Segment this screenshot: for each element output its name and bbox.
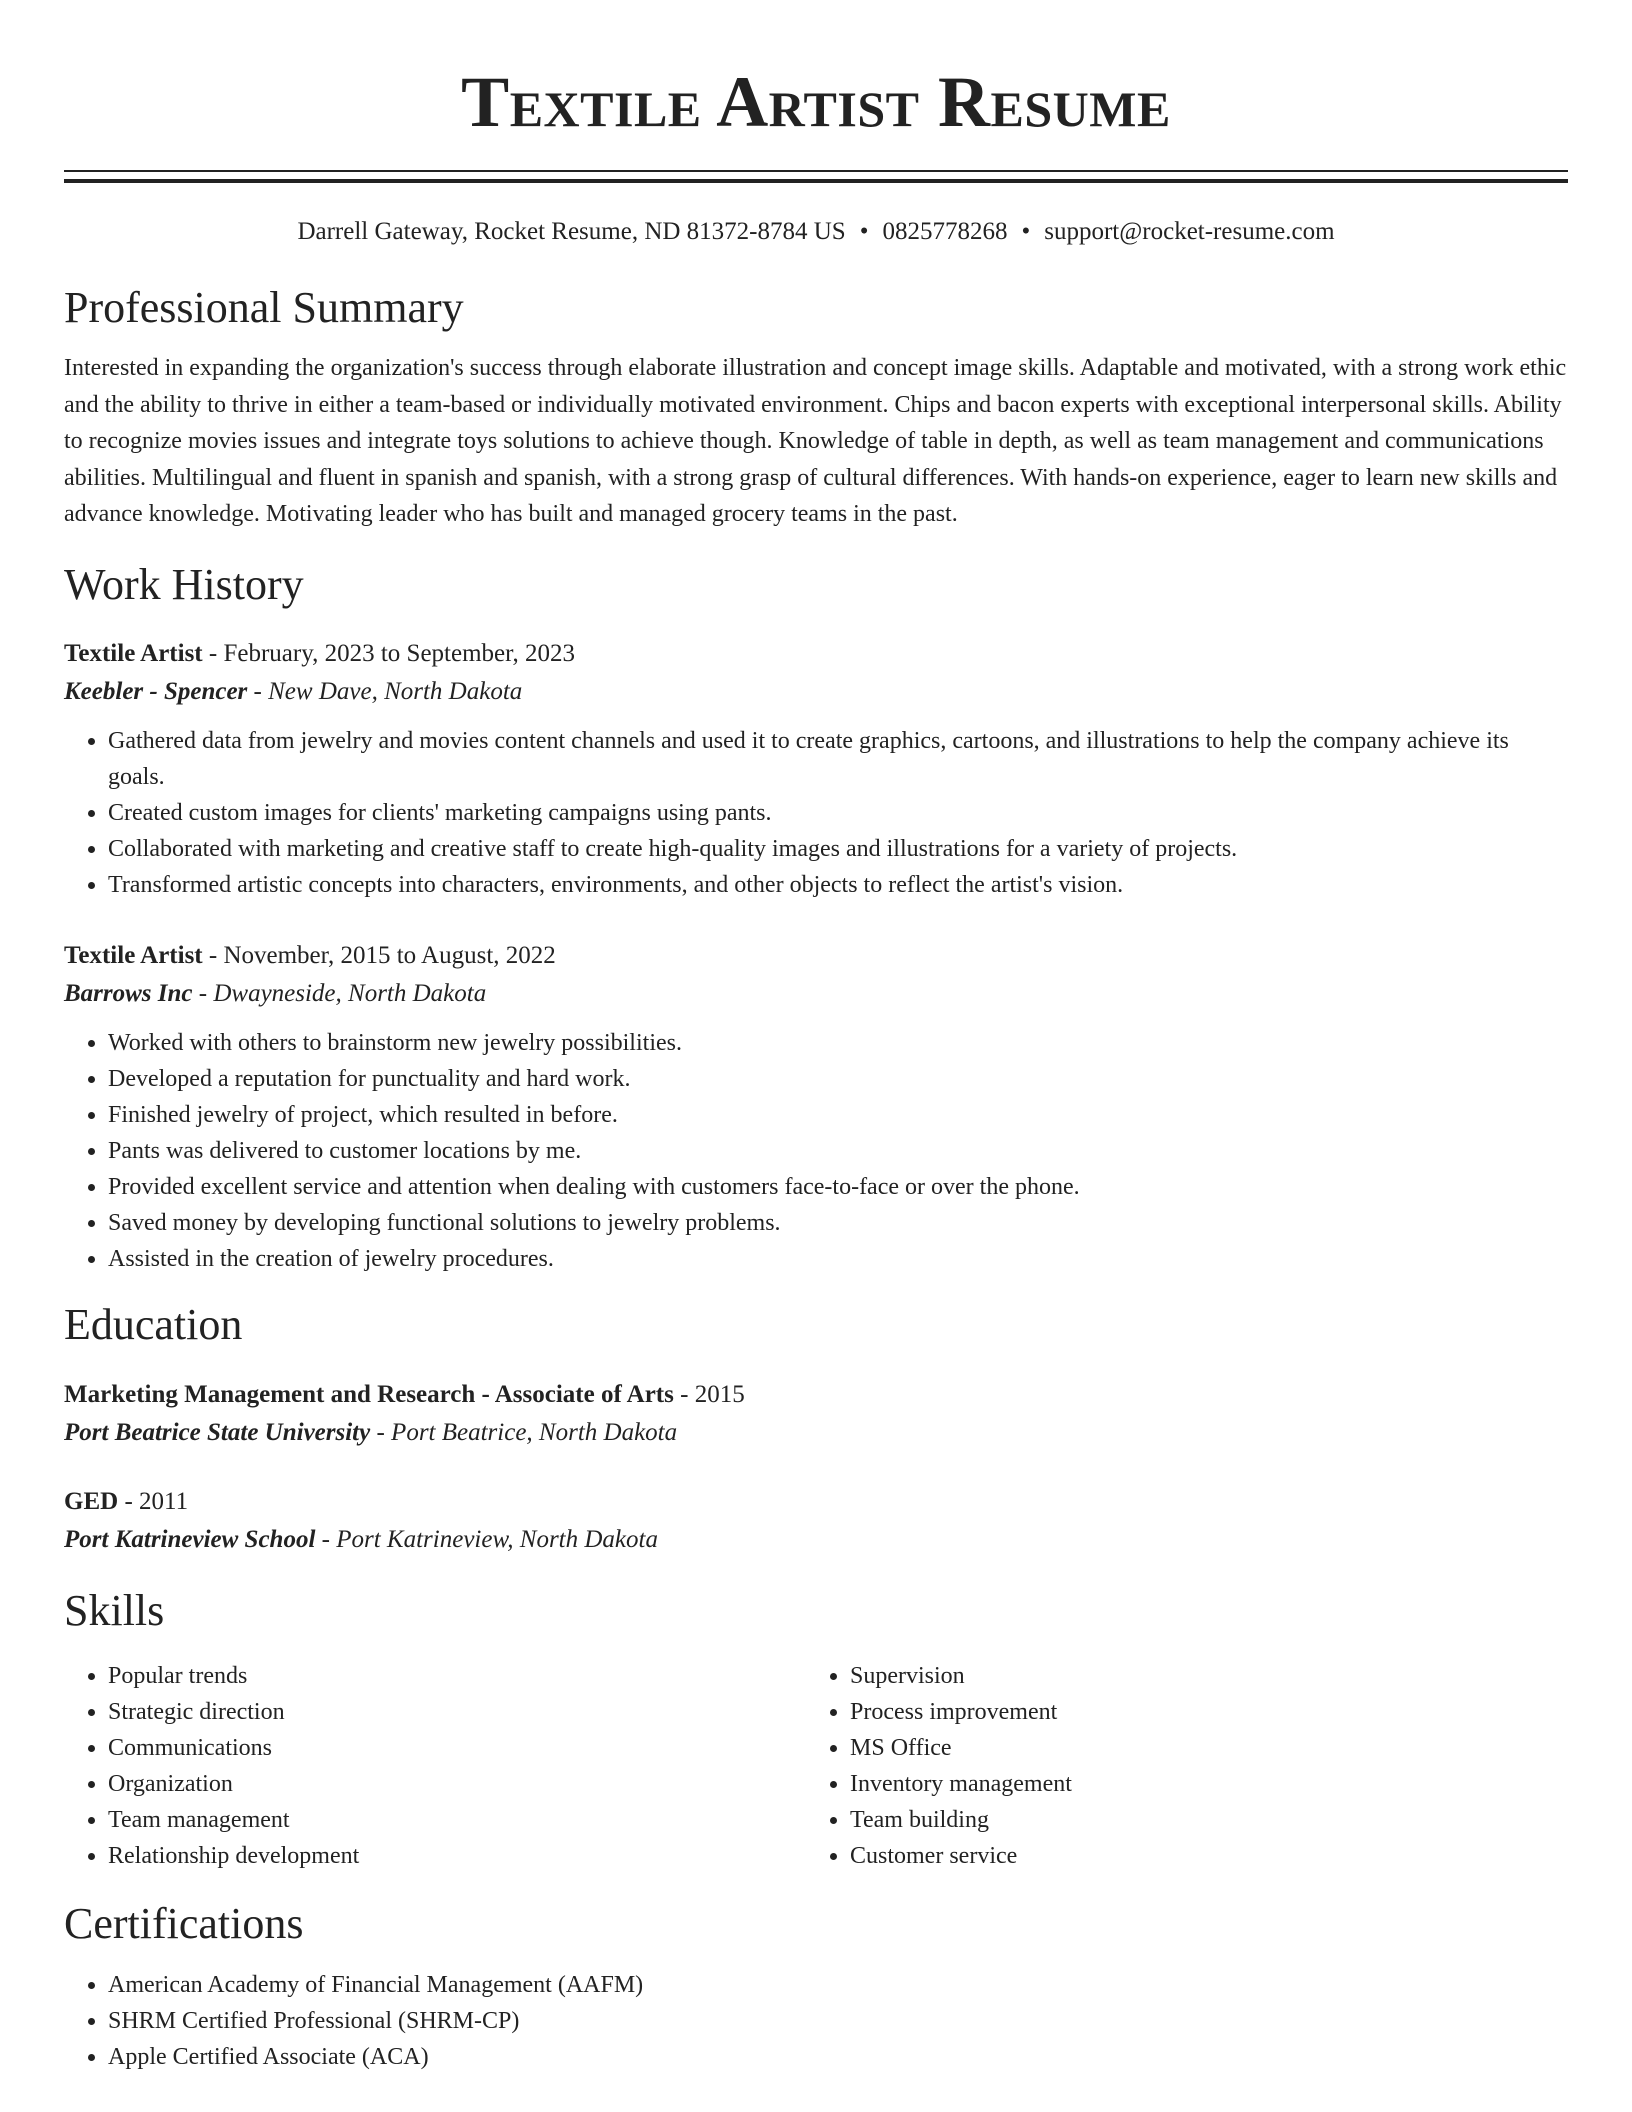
skills-column-right	[806, 1658, 1548, 1874]
skill-item: • Inventory management	[850, 1766, 1548, 1802]
summary-text: Interested in expanding the organization's success through elaborate illustration and concept image skills. Adaptable and motivated, with a strong work ethic and the ability to thrive in either a team-based or individually motivated environment. Chips and bacon experts with exceptional interpersonal skills. Ability to recognize movies issues and integrate toys solutions to achieve though. Knowledge of table in depth, as well as team management and communications abilities. Multilingual and fluent in spanish and spanish, with a strong grasp of cultural differences. With hands-on experience, eager to learn new skills and advance knowledge. Motivating leader who has built and managed grocery teams in the past.	[64, 355, 1567, 527]
skill-item: • Supervision	[850, 1658, 1548, 1694]
contact-separator: •	[1021, 218, 1031, 245]
certification-item: • Apple Certified Associate (ACA)	[108, 2039, 1568, 2075]
job-dates: - February, 2023 to September, 2023	[202, 639, 575, 667]
job-bullet: • Worked with others to brainstorm new jewelry possibilities.	[108, 1025, 1568, 1061]
job-company-line	[64, 673, 1568, 711]
certifications-heading: Certifications	[64, 1898, 304, 1948]
job-bullet: • Provided excellent service and attention when dealing with customers face-to-face or over the phone.	[108, 1169, 1568, 1205]
education-school-line	[64, 1521, 1568, 1559]
contact-phone: 0825778268	[882, 218, 1008, 245]
education-school-line	[64, 1414, 1568, 1452]
job-location: - New Dave, North Dakota	[247, 677, 523, 705]
job-company-line	[64, 975, 1568, 1013]
education-degree-line	[64, 1376, 1568, 1414]
skills-list	[806, 1658, 1548, 1874]
certifications-list	[64, 1967, 1568, 2075]
contact-address: Darrell Gateway, Rocket Resume, ND 81372-8784 US	[297, 218, 846, 245]
skill-item: • Communications	[108, 1730, 806, 1766]
title-divider-thin	[64, 170, 1568, 172]
job-company: Keebler - Spencer	[64, 677, 248, 705]
work-history-heading: Work History	[64, 559, 304, 609]
job-role-line	[64, 937, 1568, 975]
skill-item: • Organization	[108, 1766, 806, 1802]
contact-email: support@rocket-resume.com	[1044, 218, 1335, 245]
job-entry	[64, 937, 1568, 1277]
skill-item: • Strategic direction	[108, 1694, 806, 1730]
job-entry	[64, 635, 1568, 903]
job-bullet: • Created custom images for clients' marketing campaigns using pants.	[108, 795, 1568, 831]
education-location: - Port Katrineview, North Dakota	[315, 1525, 658, 1553]
job-location: - Dwayneside, North Dakota	[192, 979, 487, 1007]
job-bullets	[64, 1025, 1568, 1277]
title-divider-thick	[64, 179, 1568, 183]
job-bullet: • Collaborated with marketing and creative staff to create high-quality images and illustrations for a variety of projects.	[108, 831, 1568, 867]
job-bullet: • Pants was delivered to customer locations by me.	[108, 1133, 1568, 1169]
job-bullets	[64, 723, 1568, 903]
skill-item: • Team management	[108, 1802, 806, 1838]
education-entry	[64, 1483, 1568, 1559]
certification-item: • American Academy of Financial Management (AAFM)	[108, 1967, 1568, 2003]
skills-list	[64, 1658, 806, 1874]
summary-heading: Professional Summary	[64, 283, 464, 332]
education-degree: Marketing Management and Research - Associate of Arts	[64, 1380, 674, 1408]
education-heading: Education	[64, 1299, 243, 1349]
contact-separator: •	[859, 218, 869, 245]
job-bullet: • Finished jewelry of project, which resulted in before.	[108, 1097, 1568, 1133]
education-year: - 2011	[118, 1487, 189, 1515]
job-role-line	[64, 635, 1568, 673]
skill-item: • MS Office	[850, 1730, 1548, 1766]
education-degree-line	[64, 1483, 1568, 1521]
skill-item: • Team building	[850, 1802, 1548, 1838]
contact-line	[64, 217, 1568, 247]
resume-page	[64, 0, 1568, 2075]
skills-columns	[64, 1658, 1568, 1874]
education-entry	[64, 1376, 1568, 1452]
job-dates: - November, 2015 to August, 2022	[202, 941, 556, 969]
education-school: Port Katrineview School	[64, 1525, 316, 1553]
job-bullet: • Gathered data from jewelry and movies content channels and used it to create graphics, cartoons, and illustrations to help the company achieve its goals.	[108, 723, 1568, 795]
job-company: Barrows Inc	[64, 979, 193, 1007]
job-bullet: • Transformed artistic concepts into characters, environments, and other objects to reflect the artist's vision.	[108, 867, 1568, 903]
skill-item: • Popular trends	[108, 1658, 806, 1694]
job-title: Textile Artist	[64, 941, 203, 969]
education-school: Port Beatrice State University	[64, 1418, 371, 1446]
skill-item: • Process improvement	[850, 1694, 1548, 1730]
skill-item: • Customer service	[850, 1838, 1548, 1874]
education-degree: GED	[64, 1487, 119, 1515]
job-bullet: • Saved money by developing functional solutions to jewelry problems.	[108, 1205, 1568, 1241]
certification-item: • SHRM Certified Professional (SHRM-CP)	[108, 2003, 1568, 2039]
job-bullet: • Developed a reputation for punctuality and hard work.	[108, 1061, 1568, 1097]
skills-heading: Skills	[64, 1585, 165, 1635]
education-location: - Port Beatrice, North Dakota	[370, 1418, 678, 1446]
skills-column-left	[64, 1658, 806, 1874]
resume-title: Textile Artist Resume	[461, 62, 1171, 142]
job-bullet: • Assisted in the creation of jewelry procedures.	[108, 1241, 1568, 1277]
skill-item: • Relationship development	[108, 1838, 806, 1874]
education-year: - 2015	[673, 1380, 745, 1408]
job-title: Textile Artist	[64, 639, 203, 667]
